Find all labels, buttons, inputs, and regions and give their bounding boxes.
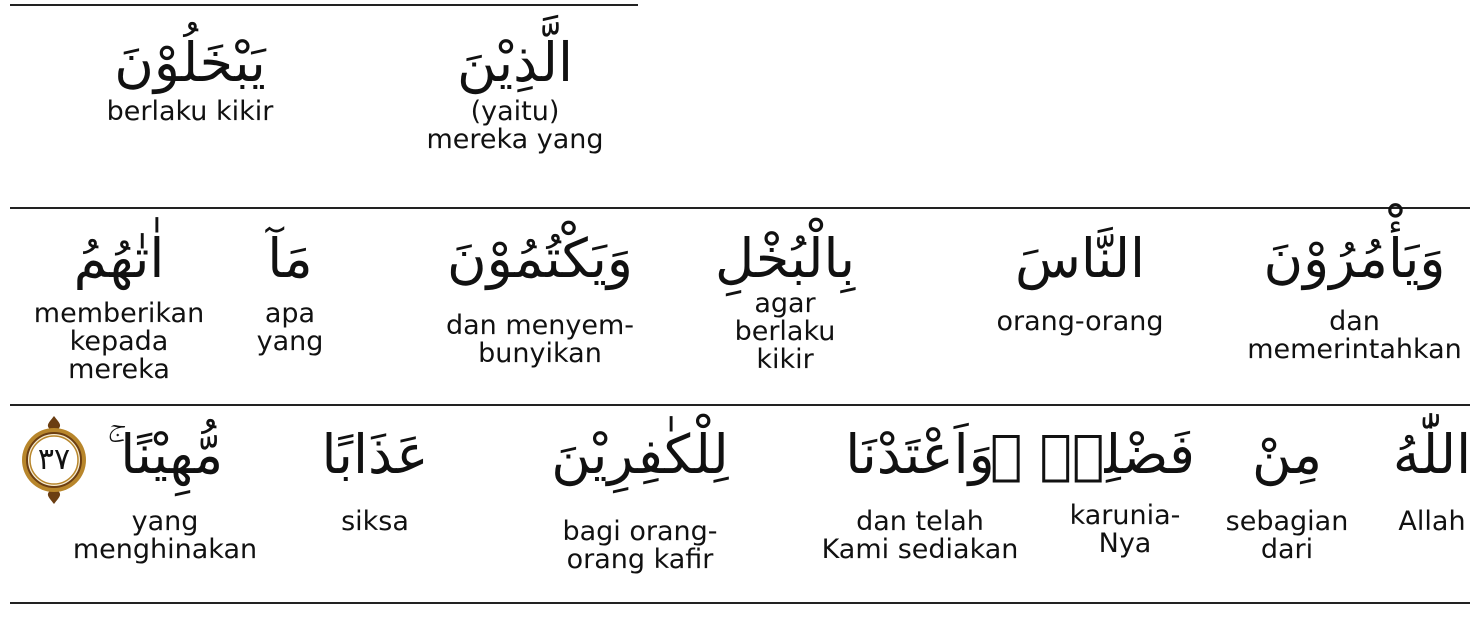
word-meaning: orang-orang <box>996 306 1164 337</box>
word-meaning: (yaitu) mereka yang <box>426 96 604 155</box>
word-meaning: bagi orang- orang kafir <box>562 516 718 575</box>
word-alladzina <box>385 31 645 155</box>
word-meaning: agar berlaku kikir <box>734 288 836 375</box>
word-annasa <box>950 227 1210 337</box>
word-wayaktumuna <box>395 227 685 369</box>
arabic-word: مُّهِيْنًا ۚ <box>106 423 224 486</box>
word-meaning: dan menyem- bunyikan <box>445 310 635 369</box>
word-meaning: karunia- Nya <box>1069 500 1181 559</box>
word-atahumu <box>14 227 224 385</box>
arabic-word: النَّاسَ <box>1014 227 1146 290</box>
arabic-word: لِلْكٰفِرِيْنَ <box>551 423 729 486</box>
word-bilbukhli <box>700 227 870 375</box>
arabic-word: يَبْخَلُوْنَ <box>114 31 266 94</box>
divider-rule-2 <box>10 404 1470 406</box>
word-waatadna <box>805 423 1035 565</box>
arabic-word: اٰتٰهُمُ <box>73 227 165 290</box>
word-fadlihi <box>990 423 1195 559</box>
word-allahu <box>1385 423 1479 537</box>
word-min <box>1212 423 1362 565</box>
verse-number: ٣٧ <box>37 442 71 477</box>
word-lilkafirina <box>495 423 785 575</box>
arabic-word: بِالْبُخْلِ <box>715 227 855 290</box>
top-rule <box>10 4 638 6</box>
word-meaning: dan memerintahkan <box>1247 306 1462 365</box>
arabic-word: الَّذِيْنَ <box>457 31 573 94</box>
bottom-rule <box>10 602 1470 604</box>
arabic-word: عَذَابًا <box>321 423 429 486</box>
word-meaning: Allah <box>1398 506 1466 537</box>
word-muhinan <box>60 423 270 565</box>
word-meaning: memberikan kepada mereka <box>33 298 205 385</box>
word-adzaban <box>300 423 450 537</box>
arabic-word: اللّٰهُ <box>1392 423 1472 486</box>
arabic-word: وَيَكْتُمُوْنَ <box>447 227 633 290</box>
arabic-word: وَاَعْتَدْنَا <box>845 423 995 486</box>
word-meaning: sebagian dari <box>1225 506 1349 565</box>
word-meaning: yang menghinakan <box>72 506 258 565</box>
arabic-word: مَآ <box>267 227 313 290</box>
word-wayamuruna <box>1230 227 1479 365</box>
word-ma <box>240 227 340 357</box>
word-meaning: siksa <box>341 506 409 537</box>
arabic-word: فَضْلِهٖ ۗ <box>990 423 1195 486</box>
arabic-word: مِنْ <box>1251 423 1323 486</box>
divider-rule-1 <box>10 207 1470 209</box>
verse-number-medallion <box>18 414 90 506</box>
word-yabkhaluna <box>50 31 330 127</box>
word-meaning: dan telah Kami sediakan <box>821 506 1019 565</box>
arabic-word: وَيَأْمُرُوْنَ <box>1263 227 1446 290</box>
word-meaning: apa yang <box>256 298 324 357</box>
word-meaning: berlaku kikir <box>106 96 274 127</box>
